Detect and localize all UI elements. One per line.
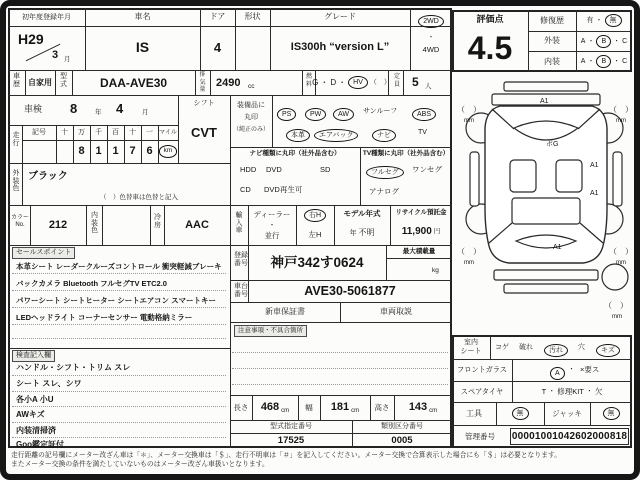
seat-tear: 破れ [519, 344, 533, 351]
door-label: ドア [209, 12, 226, 21]
dot: ・ [568, 366, 575, 373]
mm-unit: mm [464, 118, 474, 124]
grade-c: C [622, 58, 628, 65]
tool-none: 無 [512, 407, 529, 420]
equip-navi-circled [372, 125, 396, 142]
fuel-options [312, 70, 391, 95]
dot: ・ [320, 77, 329, 87]
shift-value: CVT [191, 124, 217, 140]
tv-type-title: TV種類に丸印（社外品含む） [362, 149, 450, 157]
capacity-label: 定員 [393, 74, 400, 88]
grade-a: A [580, 58, 586, 65]
drive-2wd: 2WD [418, 15, 444, 28]
seat-hole: 穴 [578, 344, 585, 351]
class-number: 0005 [391, 434, 413, 446]
divider [512, 359, 513, 381]
mileage-col-header: 一 [146, 129, 153, 136]
class-number-label: 類別区分番号 [381, 423, 423, 430]
rear-bumper-strip [504, 284, 588, 293]
displacement-label: 排気量 [199, 72, 206, 93]
windshield-a: A [550, 367, 565, 380]
interior-grade-value [576, 51, 632, 72]
dot: ・ [585, 388, 593, 395]
tv-analog: アナログ [369, 187, 399, 196]
equip-abs-circled [412, 104, 436, 121]
seat-label: 室内 [464, 339, 478, 346]
first-registration-era: H29 [18, 31, 44, 47]
divider [55, 70, 56, 95]
equip-pw: PW [305, 108, 326, 121]
navi-hdd: HDD [240, 165, 257, 174]
capacity-value: 5 [412, 75, 419, 89]
mileage-digit: 6 [146, 145, 153, 157]
vehicle-manual: 車両取説 [380, 307, 412, 316]
spare-missing: 欠 [594, 386, 603, 396]
length-label: 長さ [233, 402, 249, 412]
navi-type-title: ナビ種類に丸印（社外品含む） [249, 149, 341, 157]
dot: ・ [587, 58, 595, 65]
tool-none-circled [496, 402, 544, 425]
jack-none-circled [590, 402, 632, 425]
length-value [252, 395, 298, 420]
grade-value: IS300h “version L” [290, 40, 390, 53]
history-value: 自家用 [28, 77, 52, 87]
type-number-label: 型式指定番号 [270, 423, 312, 430]
handle-right-circled [296, 207, 334, 224]
spare-tire-mark [602, 264, 628, 290]
check-note-line: Goo鑑定証付 [16, 440, 64, 449]
tv-fullseg: フルセグ [366, 166, 404, 179]
model-year-label: モデル年式 [343, 209, 381, 219]
mileage-sign-label: 記号 [32, 129, 46, 136]
dot: ・ [548, 388, 556, 395]
sales-point-line: LEDヘッドライト コーナーセンサー 電動格納ミラー [16, 313, 193, 322]
divider [195, 70, 196, 95]
divider [12, 273, 226, 274]
chassis-label: 車台番号 [234, 283, 248, 298]
month-unit: 月 [64, 56, 71, 63]
navi-dvd-play: DVD再生可 [264, 185, 303, 194]
mileage-digit [56, 140, 73, 163]
measure-paren: （ ） [457, 247, 481, 256]
seat-scratch: キズ [596, 344, 620, 357]
import-parallel: 並行 [264, 230, 280, 240]
mileage-col-header: 千 [95, 129, 102, 136]
seat-stain: 汚れ [544, 344, 568, 357]
model-code: DAA-AVE30 [99, 75, 168, 90]
divider [210, 70, 211, 95]
length-number: 468 [260, 401, 280, 413]
dot: ・ [613, 58, 621, 65]
first-registration-month: 3 [52, 49, 59, 61]
divider [232, 384, 448, 385]
check-note-line: シート スレ、シワ [16, 379, 82, 388]
spare-repair-kit: 修理KIT [557, 386, 584, 396]
mileage-digit: 7 [129, 145, 136, 157]
divider [386, 258, 452, 259]
divider [12, 422, 226, 423]
tv-fullseg-circled [366, 162, 404, 179]
divider [12, 375, 226, 376]
front-bumper-strip [504, 82, 588, 91]
color-no: 212 [48, 218, 68, 231]
divider [12, 290, 226, 291]
seat-stain-circled [544, 340, 568, 357]
jack-none: 無 [603, 407, 620, 420]
jack-label: ジャッキ [552, 408, 582, 418]
rear-bumper [494, 270, 598, 280]
fuel-g: G [312, 77, 319, 87]
car-name-label: 車名 [134, 12, 151, 21]
divider [12, 391, 226, 392]
cm-unit: cm [429, 407, 438, 414]
ac-value: AAC [185, 218, 209, 231]
interior-grade-label: 内装 [544, 56, 560, 66]
sales-point-line: バックカメラ Bluetooth フルセグTV ETC2.0 [16, 279, 167, 288]
navi-cd: CD [240, 185, 251, 194]
disclaimer-line: またメーター交換の条件を満たしていないものはメーター改ざん車扱いとなります。 [11, 461, 269, 468]
sales-point-line: パワーシート シートヒーター シートエアコン スマートキー [16, 296, 216, 305]
spare-tire-label: スペアタイヤ [460, 386, 504, 396]
divider [232, 368, 448, 369]
height-value [394, 395, 452, 420]
equip-leather: 本革 [286, 129, 310, 142]
equip-leather-circled [286, 125, 310, 142]
divider [12, 324, 226, 325]
shape-label: 形状 [244, 12, 261, 21]
mileage-mile-label: マイル [159, 129, 177, 136]
inspection-month-unit: 月 [142, 109, 149, 116]
warranty-book: 新車保証書 [265, 307, 305, 316]
payload-unit: kg [432, 267, 439, 274]
windshield-a-circled [550, 363, 565, 380]
mileage-digit: 8 [78, 145, 85, 157]
grade-c: C [622, 37, 628, 45]
damage-mark-front: A1 [540, 98, 549, 105]
drive-dot: ・ [427, 33, 435, 41]
mileage-sign-value [22, 140, 56, 163]
mileage-col-header: 百 [112, 129, 119, 136]
divider [12, 338, 226, 339]
divider [12, 406, 226, 407]
navi-sd: SD [320, 165, 331, 174]
equip-sunroof: サンルーフ [363, 108, 398, 115]
equip-airbag-circled [314, 125, 358, 142]
history-label: 車歴 [13, 73, 20, 88]
fuel-hv-circled: HV [348, 76, 368, 89]
dot: ・ [587, 37, 595, 45]
model-year-value [334, 226, 390, 240]
divider [8, 163, 230, 164]
disclaimer-line: 走行距離の記号欄にメーター改ざん車は「＊」、メーター交換車は「＄」、走行不明車は「＃」を記入してください。メーター交換で合算表示した場合にも「＄」は必要となります。 [11, 452, 561, 459]
score-label: 評価点 [476, 14, 504, 24]
door-count: 4 [213, 39, 222, 55]
import-label: 輸入車 [235, 212, 243, 234]
repair-history-label: 修復歴 [540, 15, 564, 25]
drive-4wd: 4WD [422, 45, 440, 55]
equip-abs: ABS [412, 108, 436, 121]
equip-aw: AW [333, 108, 354, 121]
measure-paren: （ ） [609, 247, 633, 256]
check-notes-tag: 検査記入欄 [12, 350, 55, 362]
import-dealer: ディーラー [253, 209, 291, 219]
payload-label: 最大積載量 [402, 247, 436, 255]
equip-ps: PS [277, 108, 296, 121]
divider [150, 205, 151, 245]
glass-damage-mark: ボG [546, 141, 559, 148]
repair-none-circled: 無 [605, 14, 622, 27]
interior-color-label: 内装色 [91, 212, 98, 234]
handle-left: 左H [308, 229, 322, 239]
shape-value [235, 26, 270, 68]
model-year-unit: 年 [349, 229, 357, 237]
first-registration-label: 初年度登録年月 [22, 13, 71, 21]
recycle-label: リサイクル預託金 [395, 209, 447, 217]
divider [272, 95, 273, 147]
recycle-value [390, 224, 452, 240]
management-number-label: 管理番号 [465, 431, 495, 441]
width-value [320, 395, 370, 420]
model-code-label: 型式 [60, 73, 67, 88]
width-label: 幅 [305, 402, 313, 412]
mm-unit: mm [612, 314, 622, 320]
tv-oneseg: ワンセグ [412, 165, 442, 174]
recycle-amount: 11,900 [401, 226, 432, 237]
inspection-year-unit: 年 [95, 109, 102, 116]
mileage-digit: 1 [112, 145, 119, 157]
shift-label: シフト [193, 99, 215, 107]
check-note-line: 内装清掃済 [16, 426, 56, 435]
car-damage-diagram [456, 78, 636, 332]
spare-tire-value [512, 381, 632, 402]
seat-scratch-circled [596, 340, 620, 357]
navi-dvd: DVD [266, 165, 282, 174]
equipment-label: 装備品に [237, 102, 265, 109]
registration-label: 登録番号 [234, 252, 248, 267]
color-no-label: カラーNo. [10, 215, 29, 228]
mm-unit: mm [464, 260, 474, 266]
cm-unit: cm [281, 407, 290, 414]
seat-label: シート [460, 348, 482, 355]
displacement-value: 2490 [216, 77, 241, 89]
mileage-col-header: 十 [129, 129, 136, 136]
mileage-unit: km [159, 145, 178, 158]
grade-b-circled: B [596, 55, 611, 68]
fuel-paren: （ ） [369, 79, 391, 86]
management-number: 00001001042602000818 [510, 428, 629, 445]
grade-label: グレード [324, 12, 356, 21]
registration-number: 神戸342す0624 [270, 254, 364, 270]
damage-mark-rear: A1 [553, 244, 562, 251]
damage-mark-side: A1 [590, 190, 599, 197]
check-note-line: 各小A 小U [16, 395, 54, 404]
check-note-line: AWキズ [16, 410, 45, 419]
equipment-label: 丸印 [244, 114, 258, 121]
exterior-grade-value [576, 31, 632, 51]
displacement-unit: cc [248, 83, 255, 90]
exterior-color-label: 外装色 [12, 170, 20, 192]
spare-t: T [541, 386, 547, 396]
height-number: 143 [408, 401, 428, 413]
equip-tv: TV [418, 129, 427, 136]
mileage-digit: 1 [95, 145, 102, 157]
measure-paren: （ ） [609, 105, 633, 114]
measure-paren: （ ） [604, 301, 628, 310]
type-number: 17525 [277, 434, 305, 446]
fuel-d: D [330, 77, 337, 87]
equip-airbag: エアバック [314, 129, 358, 142]
mm-unit: mm [616, 118, 626, 124]
mileage-unit-circled [158, 140, 178, 163]
mileage-col-header: 十 [61, 129, 68, 136]
dot: ・ [595, 17, 603, 24]
divider [8, 348, 230, 349]
equip-aw-circled [333, 104, 354, 121]
side-molding-left [470, 152, 479, 206]
windshield-label: フロントガラス [457, 365, 507, 375]
notes-tag: 注意事項・不具合箇所 [234, 325, 307, 337]
tool-label: 工具 [466, 408, 482, 418]
check-note-line: ハンドル・シフト・トリム スレ [16, 363, 131, 372]
inspection-year: 8 [70, 101, 78, 116]
sales-points-tag: セールスポイント [12, 247, 75, 259]
divider [232, 352, 448, 353]
measure-paren: （ ） [457, 105, 481, 114]
score-value: 4.5 [467, 30, 513, 66]
exterior-grade-label: 外装 [544, 36, 560, 45]
seat-burn: コゲ [495, 344, 509, 351]
exterior-color-value: ブラック [28, 171, 68, 182]
dot: ・ [613, 37, 621, 45]
divider [490, 335, 491, 359]
car-name: IS [135, 39, 150, 55]
divider [403, 70, 404, 95]
drive-2wd-circled [410, 13, 452, 30]
grade-b-circled: B [596, 35, 611, 48]
grade-a: A [580, 37, 586, 45]
inspection-month: 4 [116, 101, 124, 116]
divider [230, 322, 452, 323]
mileage-col-header: 万 [78, 129, 85, 136]
exterior-color-note: （ ）色替車は色替と記入 [100, 194, 178, 201]
inspection-label: 車検 [24, 104, 43, 114]
height-label: 高さ [374, 402, 390, 412]
interior-color-value [102, 205, 150, 245]
mileage-label: 走行 [12, 132, 20, 147]
car-body-outline [485, 106, 607, 263]
windshield-x: ×要ス [580, 365, 600, 374]
width-number: 181 [330, 401, 350, 413]
divider [86, 205, 87, 245]
divider [12, 307, 226, 308]
divider [12, 437, 226, 438]
fuel-label: 燃料 [305, 74, 312, 88]
side-molding-right [613, 152, 622, 206]
equip-navi: ナビ [372, 129, 396, 142]
damage-mark-side: A1 [590, 162, 599, 169]
model-year-unknown: 不明 [358, 228, 375, 237]
repair-has: 有 [586, 17, 594, 24]
equip-pw-circled [305, 104, 326, 121]
sales-point-line: 本革シート レーダークルーズコントロール 衝突軽減ブレーキ [16, 262, 222, 271]
ac-label: 冷房 [154, 214, 161, 229]
dot: ・ [268, 221, 276, 229]
mm-unit: mm [616, 260, 626, 266]
dot: ・ [338, 77, 347, 87]
capacity-unit: 人 [425, 83, 432, 90]
yen-unit: 円 [433, 227, 441, 235]
handle-right: 右H [304, 209, 326, 222]
chassis-number: AVE30-5061877 [304, 283, 396, 298]
cm-unit: cm [351, 407, 360, 414]
equip-ps-circled [277, 104, 296, 121]
equipment-label: （純正のみ） [232, 126, 269, 133]
repair-history-value [576, 10, 632, 31]
divider [302, 70, 303, 95]
